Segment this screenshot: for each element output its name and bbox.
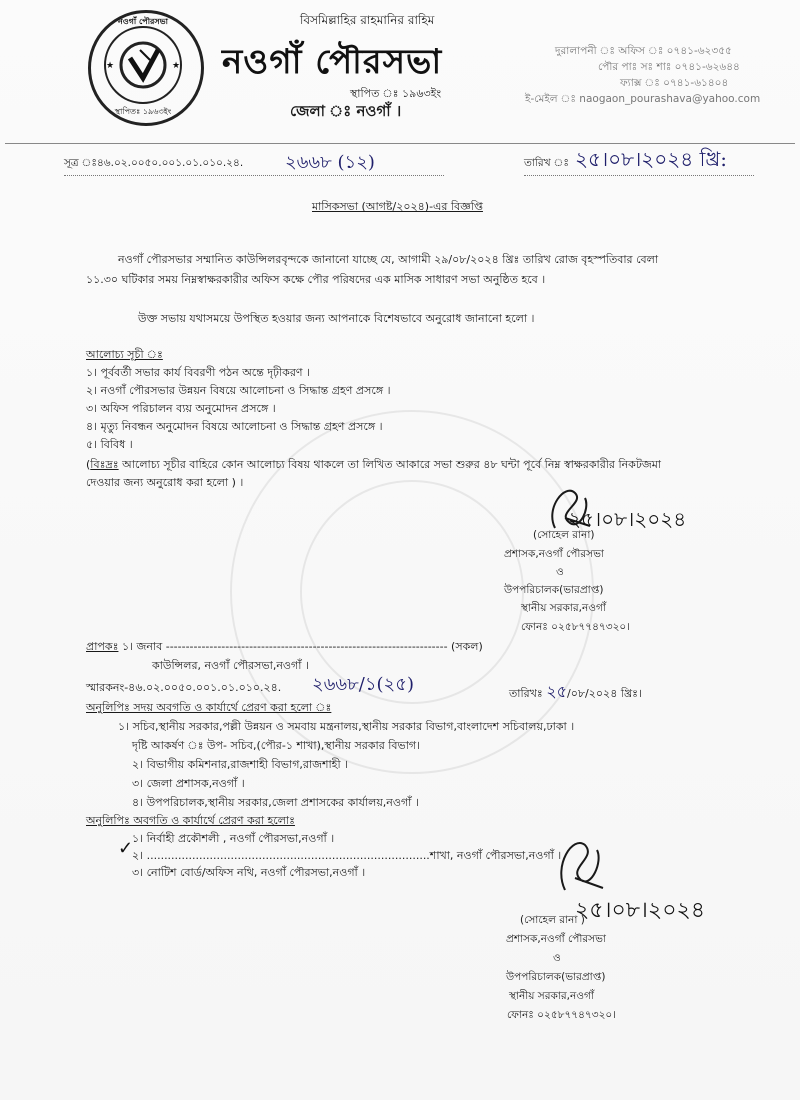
agenda-note: (বিঃদ্রঃ আলোচ্য সূচীর বাহিরে কোন আলোচ্য বিষয় থাকলে তা লিখিত আকারে সভা শুরুর ৪৮ ঘন্টা পূর্বে নিম্ন স্বাক্ষরকারীর নিকটজমা xyxy=(86,458,661,471)
reference-underline xyxy=(64,175,444,176)
phone-fax: ফ্যাক্স ঃ ০৭৪১-৬১৪০৪ xyxy=(620,77,729,89)
email-text: ই-মেইল ঃ naogaon_pourashava@yahoo.com xyxy=(525,93,761,105)
signature-1-title-3: স্থানীয় সরকার,নওগাঁ xyxy=(521,602,606,614)
agenda-item-3: ৩। অফিস পরিচালন ব্যয় অনুমোদন প্রসঙ্গে । xyxy=(86,402,276,415)
signature-2-title-2: উপপরিচালক(ভারপ্রাপ্ত) xyxy=(506,971,606,983)
district-text: জেলা ঃ নওগাঁ । xyxy=(290,102,402,120)
copy-2-title: অনুলিপিঃ অবগতি ও কার্যার্থে প্রেরণ করা হলোঃ xyxy=(86,814,295,827)
signature-2-and: ও xyxy=(553,952,561,964)
paragraph-line-2: ১১.৩০ ঘটিকার সময় নিম্নস্বাক্ষরকারীর অফিস কক্ষে পৌর পরিষদের এক মাসিক সাধারণ সভা অনুষ্ঠিত হবে । xyxy=(86,273,546,286)
svg-text:স্থাপিতঃ ১৯৬৩ইং: স্থাপিতঃ ১৯৬৩ইং xyxy=(114,107,172,116)
copy-1-item-1: ১। সচিব,স্থানীয় সরকার,পল্লী উন্নয়ন ও সমবায় মন্ত্রনালয়,স্থানীয় সরকার বিভাগ,বাংলাদেশ সচিবালয়,ঢাকা । xyxy=(118,720,575,733)
agenda-title: আলোচ্য সূচী ঃ xyxy=(86,348,163,361)
agenda-note-line-2: দেওয়ার জন্য অনুরোধ করা হলো ) । xyxy=(86,476,244,489)
memo-date-handwritten: ২৫ xyxy=(546,682,568,701)
note-label: বিঃদ্রঃ xyxy=(90,458,119,471)
signature-1-date: ২৫।০৮।২০২৪ xyxy=(568,507,687,531)
copy-2-item-2: ২। .................................................................................শাখা, নওগাঁ পৌরসভা,নওগাঁ । xyxy=(132,849,562,862)
signature-1-title-1: প্রশাসক,নওগাঁ পৌরসভা xyxy=(504,548,604,560)
agenda-item-5: ৫। বিবিধ । xyxy=(86,438,133,451)
copy-1-attention: দৃষ্টি আকর্ষণ ঃ উপ- সচিব,(পৌর-১ শাখা),স্থানীয় সরকার বিভাগ। xyxy=(132,739,421,752)
recipient-label: প্রাপক xyxy=(86,640,119,653)
date-underline xyxy=(524,175,754,176)
recipient-line-1: প্রাপকঃ ১। জনাব ----------------------------------------------------------------------- (সকল) xyxy=(86,640,483,653)
municipality-seal xyxy=(88,10,204,126)
signature-2-date: ২৫।০৮।২০২৪ xyxy=(575,898,706,923)
paragraph-line-1: নওগাঁ পৌরসভার সম্মানিত কাউন্সিলরবৃন্দকে জানানো যাচ্ছে যে, আগামী ২৯/০৮/২০২৪ খ্রিঃ তারিখ রোজ বৃহস্পতিবার বেলা xyxy=(118,253,659,266)
header-divider xyxy=(5,143,795,144)
signature-2-title-3: স্থানীয় সরকার,নওগাঁ xyxy=(509,990,594,1002)
copy-2-item-3: ৩। নোটিশ বোর্ড/অফিস নথি, নওগাঁ পৌরসভা,নওগাঁ । xyxy=(132,866,366,879)
signature-1-name: (সোহেল রানা) xyxy=(533,529,595,541)
copy-1-item-4: ৪। উপপরিচালক,স্থানীয় সরকার,জেলা প্রশাসকের কার্যালয়,নওগাঁ । xyxy=(132,796,419,809)
agenda-item-4: ৪। মৃত্যু নিবন্ধন অনুমোদন বিষয়ে আলোচনা ও সিদ্ধান্ত গ্রহণ প্রসঙ্গে । xyxy=(86,420,383,433)
bismillah-text: বিসমিল্লাহির রাহমানির রাহিম xyxy=(300,13,435,27)
recipient-text: ১। জনাব ----------------------------------------------------------------------- (সকল) xyxy=(121,640,483,653)
date-label: তারিখ ঃ xyxy=(524,157,569,169)
copy-2-item-1: ১। নির্বাহী প্রকৌশলী , নওগাঁ পৌরসভা,নওগাঁ । xyxy=(132,832,335,845)
signature-2-scribble xyxy=(545,830,615,900)
date-handwritten: ২৫।০৮।২০২৪ খ্রি: xyxy=(575,147,727,171)
signature-1-title-2: উপপরিচালক(ভারপ্রাপ্ত) xyxy=(504,584,604,596)
signature-2-phone: ফোনঃ ০২৫৮৭৭৪৭৩২০। xyxy=(507,1009,616,1021)
phone-office: দুরালাপনী ঃ অফিস ঃ ০৭৪১-৬২৩৫৫ xyxy=(555,45,732,57)
reference-label: সূত্র ঃ৪৬.০২.০০৫০.০০১.০১.০১০.২৪. xyxy=(64,157,244,169)
copy-1-title: অনুলিপিঃ সদয় অবগতি ও কার্যার্থে প্রেরণ করা হলো ঃ xyxy=(86,701,332,714)
organization-name: নওগাঁ পৌরসভা xyxy=(222,42,443,82)
reference-handwritten: ২৬৬৮ (১২) xyxy=(285,152,375,173)
subject-heading: মাসিকসভা (আগষ্ট/২০২৪)-এর বিজ্ঞপ্তি xyxy=(312,200,483,213)
memo-label: স্মারকনং-৪৬.০২.০০৫০.০০১.০১.০১০.২৪. xyxy=(86,681,282,694)
recipient-line-2: কাউন্সিলর, নওগাঁ পৌরসভা,নওগাঁ । xyxy=(152,659,309,672)
signature-2-title-1: প্রশাসক,নওগাঁ পৌরসভা xyxy=(506,933,606,945)
memo-handwritten: ২৬৬৮/১(২৫) xyxy=(312,674,414,695)
copy-1-item-2: ২। বিভাগীয় কমিশনার,রাজশাহী বিভাগ,রাজশাহী । xyxy=(132,758,349,771)
svg-text:★: ★ xyxy=(172,61,181,71)
memo-date-rest: /০৮/২০২৪ খ্রিঃ। xyxy=(567,687,642,700)
memo-date xyxy=(509,679,642,706)
svg-text:নওগাঁ পৌরসভা: নওগাঁ পৌরসভা xyxy=(118,17,168,26)
agenda-item-1: ১। পূর্ববর্তী সভার কার্য বিবরণী পঠন অন্তে দৃঢ়ীকরণ । xyxy=(86,366,311,379)
established-text: স্থাপিত ঃ ১৯৬৩ইং xyxy=(350,87,442,100)
svg-text:★: ★ xyxy=(106,61,115,71)
phone-conservancy: পৌর পাঃ সঃ শাঃ ০৭৪১-৬২৬৪৪ xyxy=(598,61,740,73)
agenda-item-2: ২। নওগাঁ পৌরসভার উন্নয়ন বিষয়ে আলোচনা ও সিদ্ধান্ত গ্রহণ প্রসঙ্গে । xyxy=(86,384,391,397)
memo-date-label: তারিখঃ xyxy=(509,687,543,700)
paragraph-request: উক্ত সভায় যথাসময়ে উপস্থিত হওয়ার জন্য আপনাকে বিশেষভাবে অনুরোধ জানানো হলো । xyxy=(138,312,535,325)
check-mark-icon: ✓ xyxy=(118,838,134,859)
signature-1-phone: ফোনঃ ০২৫৮৭৭৪৭৩২০। xyxy=(521,621,630,633)
note-line-1: আলোচ্য সূচীর বাহিরে কোন আলোচ্য বিষয় থাকলে তা লিখিত আকারে সভা শুরুর ৪৮ ঘন্টা পূর্বে নিম্ন স্বাক্ষরকারীর নিকটজমা xyxy=(122,458,661,471)
signature-1-and: ও xyxy=(556,566,564,578)
copy-1-item-3: ৩। জেলা প্রশাসক,নওগাঁ । xyxy=(132,777,245,790)
signature-2-name: (সোহেল রানা ) xyxy=(520,914,585,926)
